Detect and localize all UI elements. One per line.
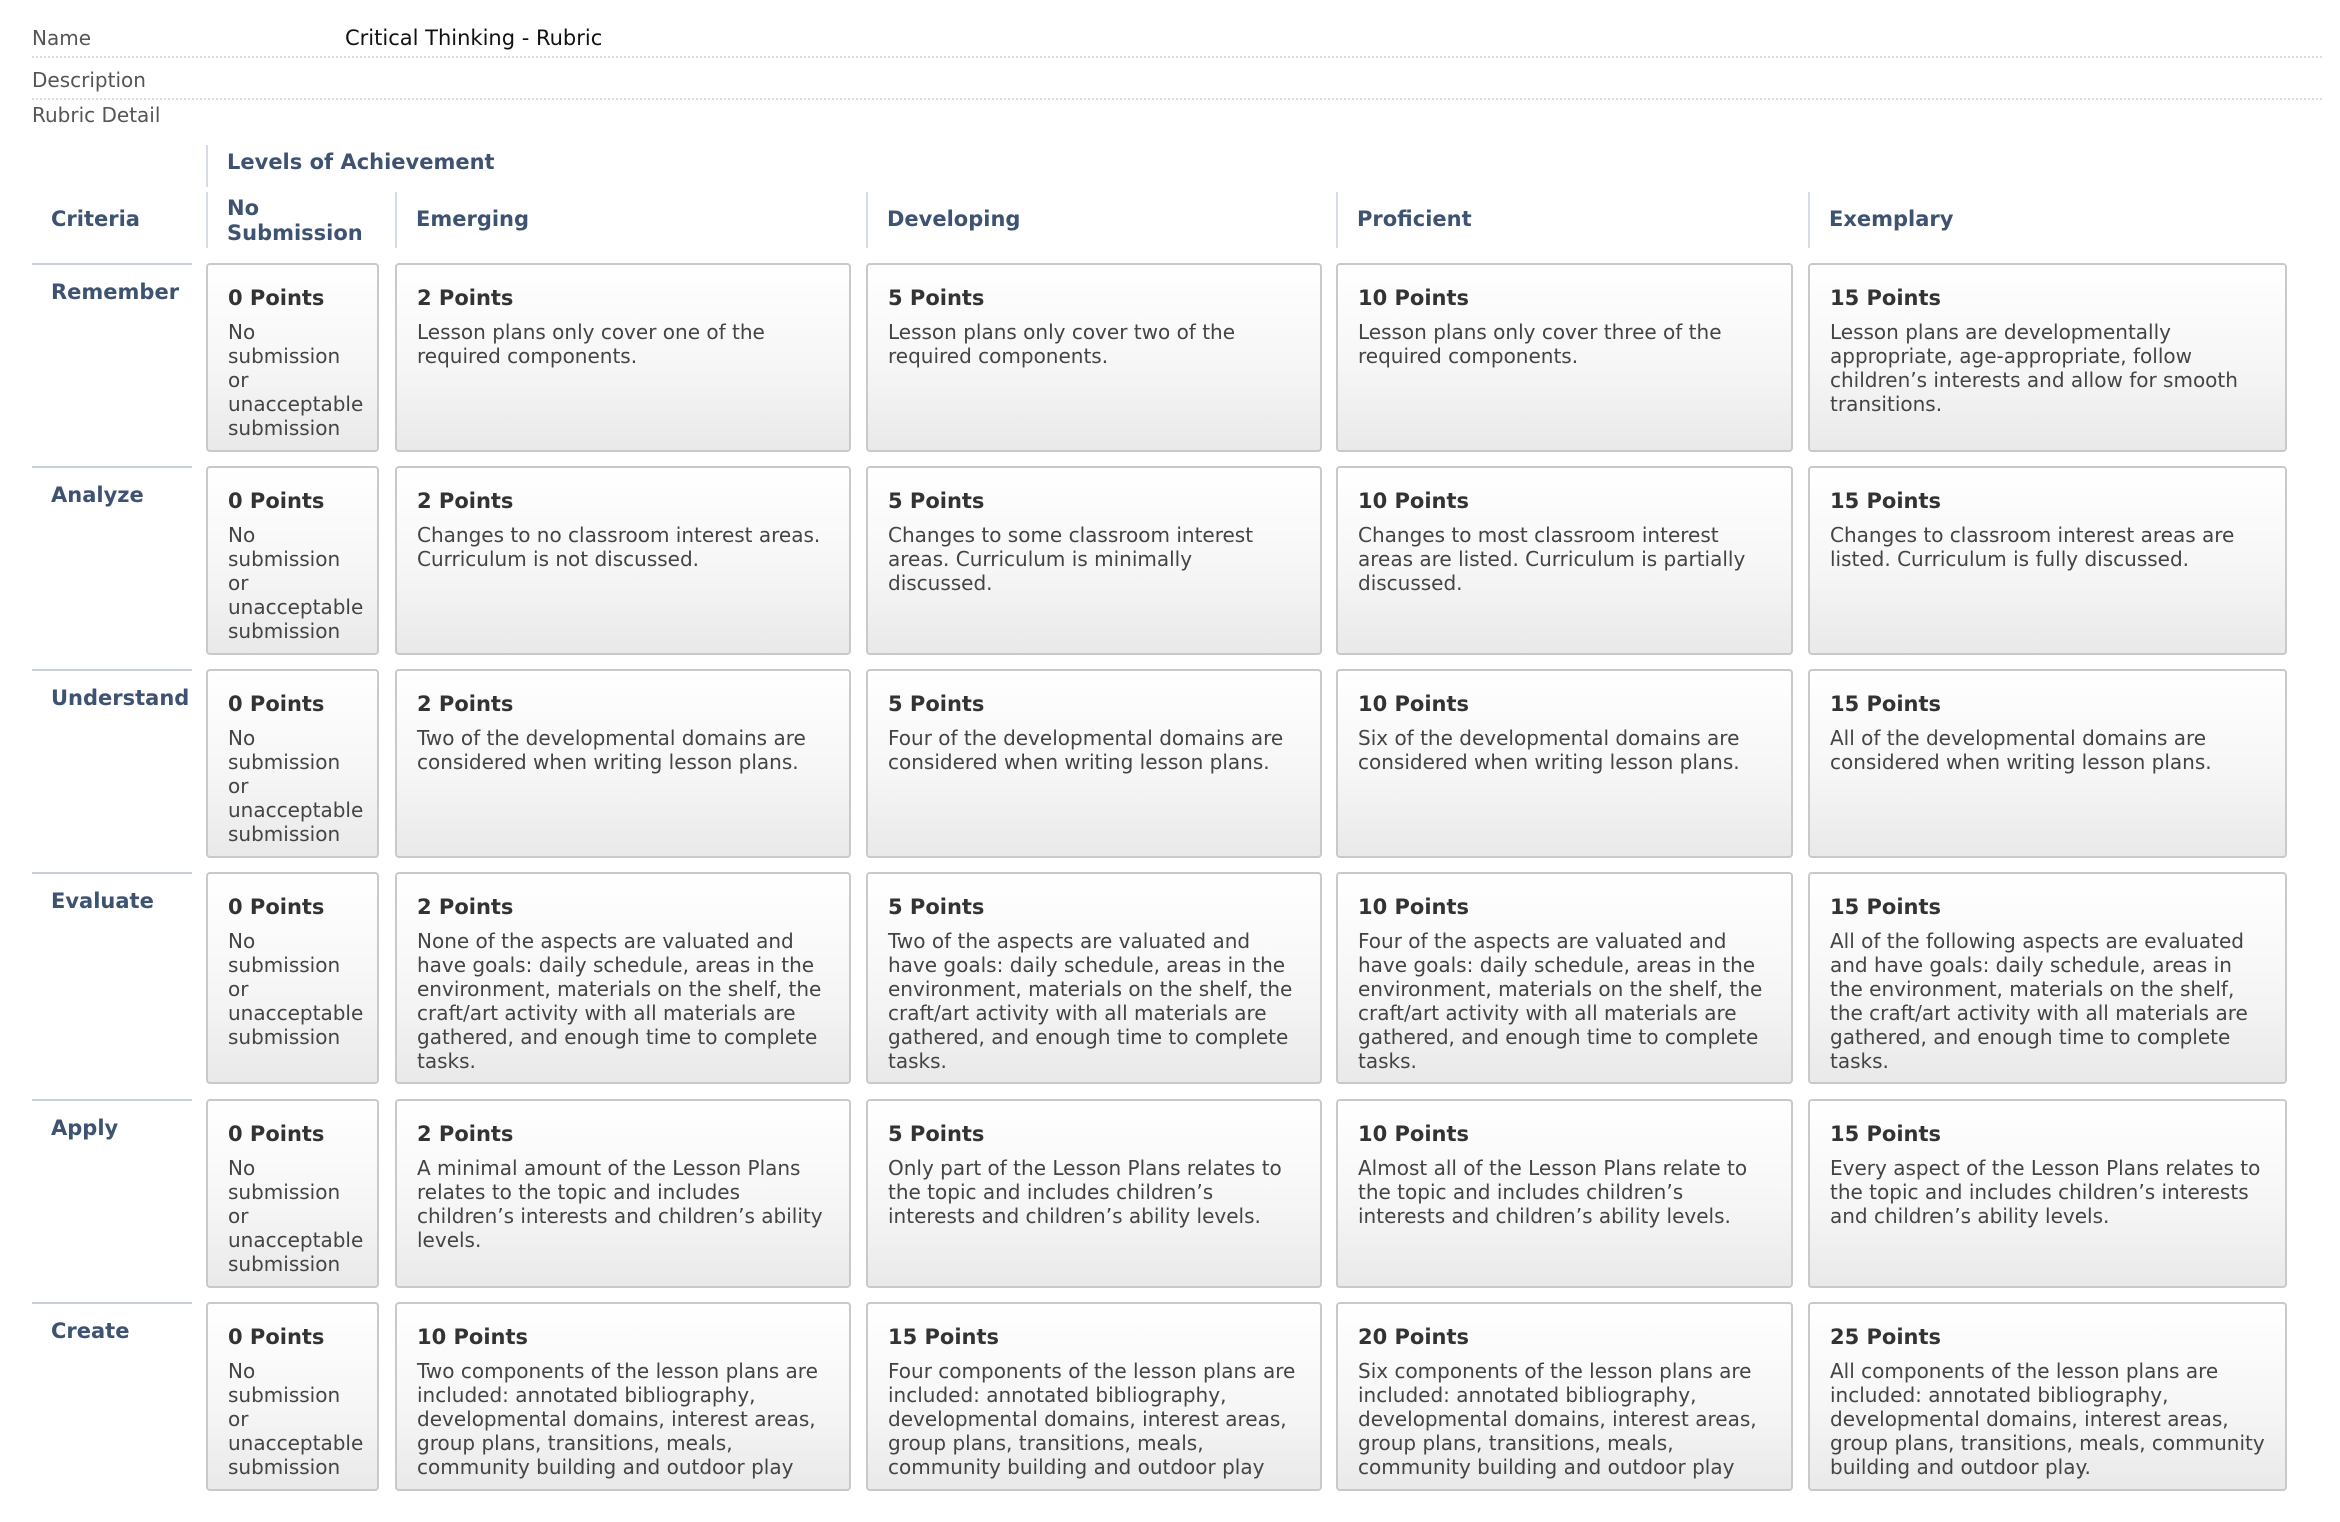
points-value: 2 Points — [417, 489, 514, 513]
name-row — [32, 14, 2322, 58]
cell-description: All of the following aspects are evaluated and have goals: daily schedule, areas in the environment, materials on the shelf, the craft/art activity with all materials are gathered, and enough time to complete tasks. — [1830, 929, 2248, 1073]
rubric-cell — [1336, 872, 1793, 1084]
criterion-label: Understand — [51, 686, 190, 710]
rubric-cell — [395, 1099, 851, 1288]
level-header: Proficient — [1357, 207, 1472, 231]
rubric-name: Critical Thinking - Rubric — [345, 26, 603, 50]
points-value: 5 Points — [888, 1122, 985, 1146]
criterion-label: Remember — [51, 280, 180, 304]
cell-description: Lesson plans only cover one of the required components. — [417, 320, 765, 368]
cell-description: No submission or unacceptable submission — [228, 1156, 364, 1276]
points-value: 10 Points — [1358, 1122, 1470, 1146]
cell-description: Almost all of the Lesson Plans relate to the topic and includes children’s interests and children’s ability levels. — [1358, 1156, 1748, 1228]
cell-description: A minimal amount of the Lesson Plans relates to the topic and includes children’s interests and children’s ability levels. — [417, 1156, 823, 1252]
rubric-cell — [1336, 1302, 1793, 1491]
cell-description: Only part of the Lesson Plans relates to the topic and includes children’s interests and children’s ability levels. — [888, 1156, 1282, 1228]
cell-description: Six components of the lesson plans are included: annotated bibliography, developmental domains, interest areas, group plans, transitions, meals, community building and outdoor play — [1358, 1359, 1757, 1479]
points-value: 5 Points — [888, 692, 985, 716]
rubric-cell — [395, 669, 851, 858]
cell-description: Changes to classroom interest areas are listed. Curriculum is fully discussed. — [1830, 523, 2235, 571]
row-separator — [32, 669, 192, 671]
points-value: 0 Points — [228, 1122, 325, 1146]
level-column-divider — [1808, 192, 1810, 248]
level-column-divider — [395, 192, 397, 248]
rubric-cell — [395, 263, 851, 452]
points-value: 20 Points — [1358, 1325, 1470, 1349]
points-value: 0 Points — [228, 895, 325, 919]
points-value: 10 Points — [1358, 489, 1470, 513]
rubric-cell — [206, 263, 379, 452]
points-value: 15 Points — [1830, 489, 1942, 513]
points-value: 10 Points — [1358, 286, 1470, 310]
points-value: 15 Points — [1830, 286, 1942, 310]
rubric-cell — [1808, 263, 2287, 452]
rubric-cell — [395, 466, 851, 655]
rubric-cell — [206, 466, 379, 655]
cell-description: None of the aspects are valuated and have goals: daily schedule, areas in the environment, materials on the shelf, the craft/art activity with all materials are gathered, and enough time to complete tasks. — [417, 929, 822, 1073]
cell-description: Two components of the lesson plans are included: annotated bibliography, developmental domains, interest areas, group plans, transitions, meals, community building and outdoor play — [417, 1359, 818, 1479]
cell-description: No submission or unacceptable submission — [228, 320, 364, 440]
rubric-cell — [866, 263, 1322, 452]
cell-description: No submission or unacceptable submission — [228, 726, 364, 846]
criterion-label: Create — [51, 1319, 130, 1343]
criteria-header: Criteria — [51, 207, 140, 231]
rubric-cell — [1808, 669, 2287, 858]
level-column-divider — [1336, 192, 1338, 248]
cell-description: Two of the aspects are valuated and have goals: daily schedule, areas in the environment, materials on the shelf, the craft/art activity with all materials are gathered, and enough time to complete tasks. — [888, 929, 1293, 1073]
rubric-cell — [1336, 263, 1793, 452]
rubric-cell — [1336, 669, 1793, 858]
level-column-divider — [866, 192, 868, 248]
level-header: Exemplary — [1829, 207, 1954, 231]
level-header: Emerging — [416, 207, 530, 231]
rubric-cell — [866, 1302, 1322, 1491]
rubric-cell — [866, 1099, 1322, 1288]
points-value: 0 Points — [228, 489, 325, 513]
level-header: No Submission — [227, 196, 363, 245]
rubric-cell — [395, 872, 851, 1084]
points-value: 25 Points — [1830, 1325, 1942, 1349]
cell-description: Four of the aspects are valuated and have goals: daily schedule, areas in the environment, materials on the shelf, the craft/art activity with all materials are gathered, and enough time to complete tasks. — [1358, 929, 1763, 1073]
cell-description: Six of the developmental domains are considered when writing lesson plans. — [1358, 726, 1740, 774]
rubric-cell — [866, 669, 1322, 858]
cell-description: Lesson plans are developmentally appropriate, age-appropriate, follow children’s interests and allow for smooth transitions. — [1830, 320, 2238, 416]
cell-description: No submission or unacceptable submission — [228, 1359, 364, 1479]
points-value: 2 Points — [417, 895, 514, 919]
rubric-cell — [866, 466, 1322, 655]
points-value: 2 Points — [417, 692, 514, 716]
points-value: 15 Points — [1830, 692, 1942, 716]
points-value: 5 Points — [888, 895, 985, 919]
rubric-cell — [1336, 466, 1793, 655]
rubric-cell — [1808, 1302, 2287, 1491]
levels-divider — [206, 145, 208, 187]
points-value: 5 Points — [888, 286, 985, 310]
cell-description: Four of the developmental domains are considered when writing lesson plans. — [888, 726, 1284, 774]
cell-description: Changes to some classroom interest areas. Curriculum is minimally discussed. — [888, 523, 1254, 595]
cell-description: No submission or unacceptable submission — [228, 523, 364, 643]
row-separator — [32, 872, 192, 874]
points-value: 0 Points — [228, 286, 325, 310]
points-value: 2 Points — [417, 1122, 514, 1146]
points-value: 0 Points — [228, 1325, 325, 1349]
cell-description: No submission or unacceptable submission — [228, 929, 364, 1049]
rubric-cell — [206, 669, 379, 858]
rubric-cell — [206, 1302, 379, 1491]
name-label: Name — [32, 26, 92, 50]
levels-of-achievement-title: Levels of Achievement — [227, 150, 495, 174]
criterion-label: Apply — [51, 1116, 119, 1140]
rubric-cell — [1808, 872, 2287, 1084]
cell-description: Four components of the lesson plans are included: annotated bibliography, developmental domains, interest areas, group plans, transitions, meals, community building and outdoor play — [888, 1359, 1296, 1479]
level-column-divider — [206, 192, 208, 248]
rubric-cell — [1808, 466, 2287, 655]
row-separator — [32, 1099, 192, 1101]
rubric-cell — [395, 1302, 851, 1491]
criterion-label: Analyze — [51, 483, 144, 507]
cell-description: Changes to no classroom interest areas. Curriculum is not discussed. — [417, 523, 821, 571]
cell-description: Every aspect of the Lesson Plans relates to the topic and includes children’s interests and children’s ability levels. — [1830, 1156, 2261, 1228]
cell-description: Lesson plans only cover three of the required components. — [1358, 320, 1722, 368]
row-separator — [32, 263, 192, 265]
row-separator — [32, 1302, 192, 1304]
points-value: 10 Points — [417, 1325, 529, 1349]
row-separator — [32, 466, 192, 468]
level-header: Developing — [887, 207, 1021, 231]
points-value: 2 Points — [417, 286, 514, 310]
description-label: Description — [32, 68, 146, 92]
cell-description: All of the developmental domains are considered when writing lesson plans. — [1830, 726, 2212, 774]
rubric-cell — [1808, 1099, 2287, 1288]
cell-description: Changes to most classroom interest areas are listed. Curriculum is partially discussed. — [1358, 523, 1746, 595]
points-value: 15 Points — [1830, 1122, 1942, 1146]
points-value: 10 Points — [1358, 895, 1470, 919]
cell-description: Two of the developmental domains are considered when writing lesson plans. — [417, 726, 806, 774]
points-value: 15 Points — [1830, 895, 1942, 919]
rubric-cell — [866, 872, 1322, 1084]
rubric-cell — [206, 1099, 379, 1288]
cell-description: Lesson plans only cover two of the required components. — [888, 320, 1236, 368]
rubric-detail-label: Rubric Detail — [32, 103, 161, 127]
description-row — [32, 56, 2322, 100]
points-value: 5 Points — [888, 489, 985, 513]
points-value: 10 Points — [1358, 692, 1470, 716]
points-value: 0 Points — [228, 692, 325, 716]
points-value: 15 Points — [888, 1325, 1000, 1349]
criterion-label: Evaluate — [51, 889, 154, 913]
rubric-cell — [206, 872, 379, 1084]
cell-description: All components of the lesson plans are included: annotated bibliography, developmental domains, interest areas, group plans, transitions, meals, community building and outdoor play. — [1830, 1359, 2265, 1479]
rubric-cell — [1336, 1099, 1793, 1288]
